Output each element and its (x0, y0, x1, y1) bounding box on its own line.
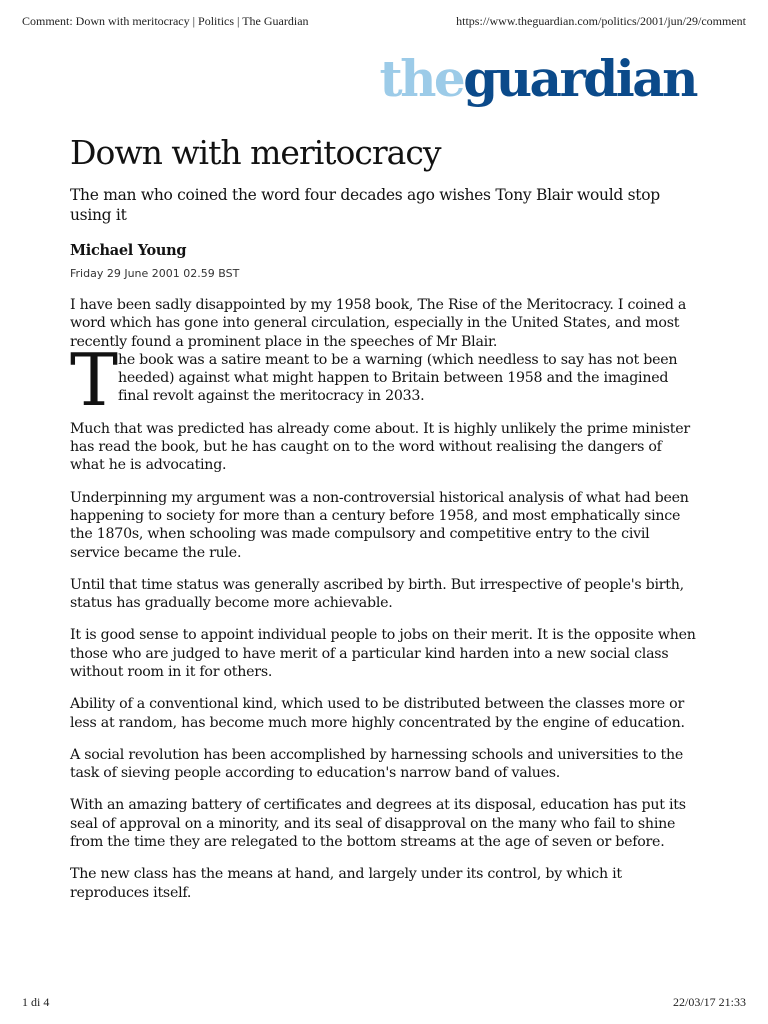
body-paragraph-8: A social revolution has been accomplished by harnessing schools and universities to the task of sieving people according to education's narrow band of values. (70, 746, 684, 782)
guardian-logo[interactable] (379, 49, 696, 108)
print-footer (22, 995, 746, 1010)
standfirst: The man who coined the word four decades ago wishes Tony Blair would stop using it (70, 185, 660, 224)
body-paragraph-2-text: he book was a satire meant to be a warning (which needless to say has not been heeded) against what might happen to Britain between 1958 and the imagined final revolt against the meritocracy in 2033. (118, 351, 678, 405)
headline: Down with meritocracy (70, 133, 441, 172)
print-page-url[interactable]: https://www.theguardian.com/politics/2001/jun/29/comment (456, 14, 746, 28)
body-paragraph-7: Ability of a conventional kind, which used to be distributed between the classes more or less at random, has become much more highly concentrated by the engine of education. (70, 696, 685, 731)
article-body (70, 296, 700, 902)
article (70, 134, 700, 916)
body-paragraph-9: With an amazing battery of certificates and degrees at its disposal, education has put its seal of approval on a minority, and its seal of disapproval on the many who fail to shine from the time they are relegated to the bottom streams at the age of seven or before. (70, 797, 686, 851)
drop-cap: T (70, 337, 118, 422)
body-paragraph-2 (70, 337, 700, 422)
body-paragraph-4: Underpinning my argument was a non-controversial historical analysis of what had been happening to society for more than a century before 1958, and most emphatically since the 1870s, when schooling was made compulsory and competitive entry to the civil service became the rule. (70, 489, 689, 561)
body-paragraph-6: It is good sense to appoint individual people to jobs on their merit. It is the opposite when those who are judged to have merit of a particular kind harden into a new social class without room in it for others. (70, 627, 696, 680)
publish-date: Friday 29 June 2001 02.59 BST (70, 266, 240, 280)
page-number: 1 di 4 (22, 995, 50, 1009)
body-paragraph-1: I have been sadly disappointed by my 1958 book, The Rise of the Meritocracy. I coined a word which has gone into general circulation, especially in the United States, and most recently found a prominent place in the speeches of Mr Blair. (70, 296, 687, 350)
print-timestamp: 22/03/17 21:33 (672, 995, 746, 1009)
print-header (22, 14, 746, 29)
logo-guardian: guardian (463, 49, 696, 108)
body-paragraph-5: Until that time status was generally ascribed by birth. But irrespective of people's birth, status has gradually become more achievable. (70, 576, 684, 612)
logo-the: the (379, 49, 464, 108)
body-paragraph-3: Much that was predicted has already come about. It is highly unlikely the prime minister has read the book, but he has caught on to the word without realising the dangers of what he is advocating. (70, 420, 690, 474)
body-paragraph-10: The new class has the means at hand, and largely under its control, by which it reproduces itself. (70, 866, 622, 901)
byline-author[interactable]: Michael Young (70, 241, 187, 259)
print-page-title: Comment: Down with meritocracy | Politics | The Guardian (22, 14, 309, 28)
